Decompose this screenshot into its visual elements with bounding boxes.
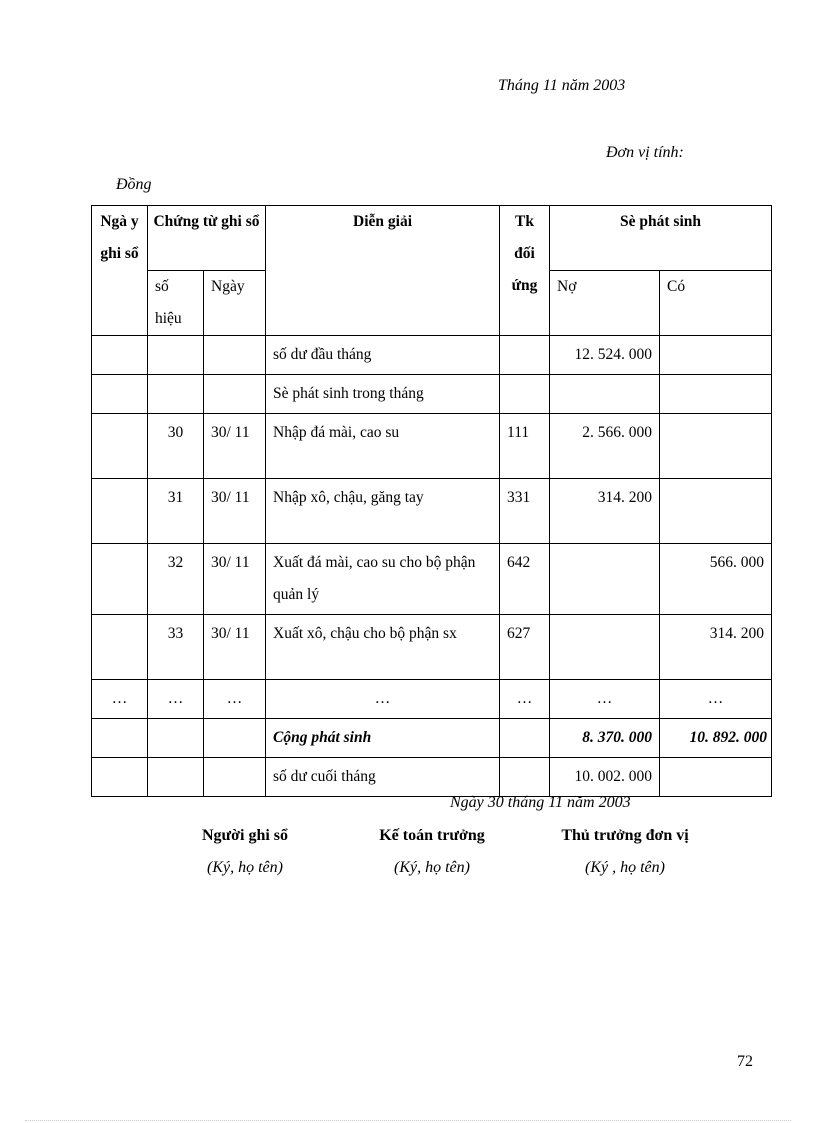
cell-voucher-date: 30/ 11 bbox=[204, 414, 266, 479]
cell-description: số dư đầu tháng bbox=[266, 336, 500, 375]
director-note: (Ký , họ tên) bbox=[585, 859, 665, 876]
cell-account bbox=[500, 375, 550, 414]
cell-debit bbox=[550, 615, 660, 680]
cell-voucher-date bbox=[204, 336, 266, 375]
cell-date bbox=[92, 544, 148, 615]
cell-date bbox=[92, 615, 148, 680]
cell-date bbox=[92, 375, 148, 414]
table-row bbox=[92, 375, 772, 414]
cell-account bbox=[500, 336, 550, 375]
cell-date bbox=[92, 758, 148, 797]
cell-voucher-no bbox=[148, 375, 204, 414]
cell-debit: … bbox=[550, 680, 660, 719]
signature-recorder bbox=[145, 826, 345, 878]
cell-voucher-no: 30 bbox=[148, 414, 204, 479]
cell-voucher-no: … bbox=[148, 680, 204, 719]
header-voucher: Chứng từ ghi sổ bbox=[148, 206, 266, 271]
cell-voucher-date bbox=[204, 719, 266, 758]
cell-account: 331 bbox=[500, 479, 550, 544]
report-period: Tháng 11 năm 2003 bbox=[498, 77, 626, 94]
cell-voucher-no bbox=[148, 336, 204, 375]
cell-voucher-no: 31 bbox=[148, 479, 204, 544]
cell-credit bbox=[660, 336, 772, 375]
header-voucher-no: số hiệu bbox=[148, 271, 204, 336]
header-description: Diễn giải bbox=[266, 206, 500, 336]
cell-account: 111 bbox=[500, 414, 550, 479]
cell-voucher-no bbox=[148, 719, 204, 758]
cell-credit bbox=[660, 375, 772, 414]
table-row bbox=[92, 414, 772, 479]
cell-debit: 10. 002. 000 bbox=[550, 758, 660, 797]
cell-account: 642 bbox=[500, 544, 550, 615]
header-date: Ngà y ghi sổ bbox=[92, 206, 148, 336]
cell-date bbox=[92, 414, 148, 479]
currency-label: Đồng bbox=[116, 176, 152, 193]
table-row bbox=[92, 680, 772, 719]
cell-description: … bbox=[266, 680, 500, 719]
cell-voucher-date: 30/ 11 bbox=[204, 615, 266, 680]
cell-voucher-date bbox=[204, 375, 266, 414]
cell-debit bbox=[550, 544, 660, 615]
cell-voucher-date: 30/ 11 bbox=[204, 479, 266, 544]
recorder-title: Người ghi sổ bbox=[201, 827, 289, 844]
header-account: Tk đối ứng bbox=[500, 206, 550, 336]
cell-date bbox=[92, 336, 148, 375]
cell-debit: 314. 200 bbox=[550, 479, 660, 544]
cell-account: … bbox=[500, 680, 550, 719]
cell-credit bbox=[660, 479, 772, 544]
cell-date: … bbox=[92, 680, 148, 719]
table-row bbox=[92, 544, 772, 615]
cell-debit bbox=[550, 375, 660, 414]
table-row bbox=[92, 479, 772, 544]
cell-voucher-no: 33 bbox=[148, 615, 204, 680]
signature-director bbox=[525, 826, 725, 878]
chief-accountant-note: (Ký, họ tên) bbox=[394, 859, 470, 876]
cell-credit: … bbox=[660, 680, 772, 719]
cell-date bbox=[92, 479, 148, 544]
table-row bbox=[92, 758, 772, 797]
cell-description: Xuất xô, chậu cho bộ phận sx bbox=[266, 615, 500, 680]
cell-description: số dư cuối tháng bbox=[266, 758, 500, 797]
header-amount: Sè phát sinh bbox=[550, 206, 772, 271]
cell-debit: 12. 524. 000 bbox=[550, 336, 660, 375]
table-row bbox=[92, 615, 772, 680]
director-title: Thủ trưởng đơn vị bbox=[561, 827, 689, 844]
cell-date bbox=[92, 719, 148, 758]
cell-account: 627 bbox=[500, 615, 550, 680]
cell-credit: 566. 000 bbox=[660, 544, 772, 615]
unit-label: Đơn vị tính: bbox=[606, 144, 684, 161]
header-debit: Nợ bbox=[550, 271, 660, 336]
page-number: 72 bbox=[737, 1053, 753, 1070]
page-bottom-divider bbox=[25, 1120, 791, 1121]
cell-voucher-date: … bbox=[204, 680, 266, 719]
cell-account bbox=[500, 719, 550, 758]
table-row bbox=[92, 336, 772, 375]
cell-credit: 10. 892. 000 bbox=[660, 719, 772, 758]
recorder-note: (Ký, họ tên) bbox=[207, 859, 283, 876]
header-voucher-date: Ngày bbox=[204, 271, 266, 336]
cell-debit: 8. 370. 000 bbox=[550, 719, 660, 758]
cell-description: Cộng phát sinh bbox=[266, 719, 500, 758]
cell-voucher-date bbox=[204, 758, 266, 797]
cell-voucher-date: 30/ 11 bbox=[204, 544, 266, 615]
cell-debit: 2. 566. 000 bbox=[550, 414, 660, 479]
cell-description: Nhập xô, chậu, găng tay bbox=[266, 479, 500, 544]
cell-voucher-no bbox=[148, 758, 204, 797]
signature-date: Ngày 30 tháng 11 năm 2003 bbox=[450, 794, 631, 811]
cell-description: Nhập đá mài, cao su bbox=[266, 414, 500, 479]
chief-accountant-title: Kế toán trưởng bbox=[379, 827, 485, 844]
cell-description: Sè phát sinh trong tháng bbox=[266, 375, 500, 414]
table-row bbox=[92, 719, 772, 758]
cell-description: Xuất đá mài, cao su cho bộ phận quản lý bbox=[266, 544, 500, 615]
signature-chief-accountant bbox=[332, 826, 532, 878]
cell-voucher-no: 32 bbox=[148, 544, 204, 615]
cell-credit bbox=[660, 758, 772, 797]
ledger-table bbox=[91, 205, 772, 797]
cell-account bbox=[500, 758, 550, 797]
cell-credit bbox=[660, 414, 772, 479]
cell-credit: 314. 200 bbox=[660, 615, 772, 680]
header-credit: Có bbox=[660, 271, 772, 336]
